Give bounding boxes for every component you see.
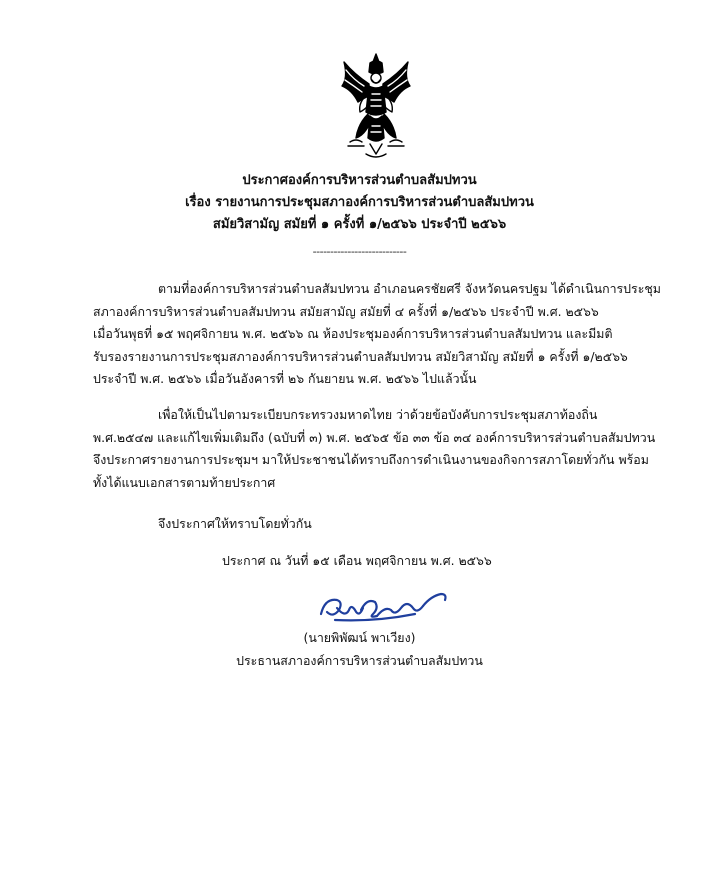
signatory-position: ประธานสภาองค์การบริหารส่วนตำบลสัมปทวน [236, 653, 483, 668]
paragraph-2-line: เพื่อให้เป็นไปตามระเบียบกระทรวงมหาดไทย ว่าด้วยข้อบังคับการประชุมสภาท้องถิ่น [158, 407, 598, 422]
paragraph-2-line: พ.ศ.๒๕๔๗ และแก้ไขเพิ่มเติมถึง (ฉบับที่ ๓) พ.ศ. ๒๕๖๕ ข้อ ๓๓ ข้อ ๓๔ องค์การบริหารส่วนตำบลสัมปทวน [93, 429, 656, 445]
announcement-subject: เรื่อง รายงานการประชุมสภาองค์การบริหารส่วนตำบลสัมปทวน [185, 195, 534, 210]
separator-rule: --------------------------- [312, 245, 407, 258]
paragraph-2-line: ทั้งได้แนบเอกสารตามท้ายประกาศ [93, 474, 276, 490]
paragraph-2 [93, 404, 703, 494]
paragraph-1-line: เมื่อวันพุธที่ ๑๕ พฤศจิกายน พ.ศ. ๒๕๖๖ ณ ห้องประชุมองค์การบริหารส่วนตำบลสัมปทวน และมีมติ [93, 326, 613, 341]
paragraph-1-line: รับรองรายงานการประชุมสภาองค์การบริหารส่วนตำบลสัมปทวน สมัยวิสามัญ สมัยที่ ๑ ครั้งที่ ๑/๒๕๖๖ [93, 348, 628, 364]
announcement-session: สมัยวิสามัญ สมัยที่ ๑ ครั้งที่ ๑/๒๕๖๖ ประจำปี ๒๕๖๖ [212, 217, 507, 232]
paragraph-1-line: ตามที่องค์การบริหารส่วนตำบลสัมปทวน อำเภอนครชัยศรี จังหวัดนครปฐม ได้ดำเนินการประชุม [158, 281, 661, 296]
paragraph-2-line: จึงประกาศรายงานการประชุมฯ มาให้ประชาชนได้ทราบถึงการดำเนินงานของกิจการสภาโดยทั่วกัน พร้อม [93, 452, 649, 467]
garuda-emblem-icon [336, 50, 416, 165]
paragraph-1-line: ประจำปี พ.ศ. ๒๕๖๖ เมื่อวันอังคารที่ ๒๖ กันยายน พ.ศ. ๒๕๖๖ ไปแล้วนั้น [93, 371, 477, 386]
closing-text: จึงประกาศให้ทราบโดยทั่วกัน [158, 516, 312, 531]
paragraph-1-line: สภาองค์การบริหารส่วนตำบลสัมปทวน สมัยสามัญ สมัยที่ ๔ ครั้งที่ ๑/๒๕๖๖ ประจำปี พ.ศ. ๒๕๖๖ [93, 303, 599, 319]
announcement-header [0, 170, 719, 236]
signature-image [315, 588, 455, 630]
announcement-title: ประกาศองค์การบริหารส่วนตำบลสัมปทวน [242, 173, 477, 188]
announcement-date: ประกาศ ณ วันที่ ๑๕ เดือน พฤศจิกายน พ.ศ. ๒๕๖๖ [222, 553, 492, 568]
signatory-name: (นายพิพัฒน์ พาเวียง) [303, 630, 416, 645]
paragraph-1 [93, 278, 703, 391]
